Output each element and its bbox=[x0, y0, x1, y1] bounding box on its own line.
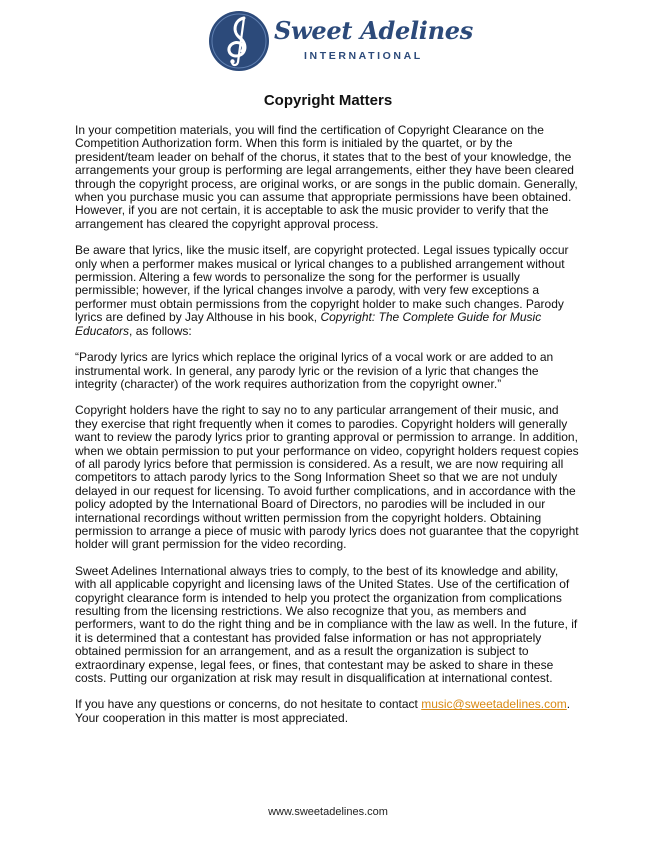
sweet-adelines-logo bbox=[208, 10, 473, 72]
page-title: Copyright Matters bbox=[263, 92, 393, 109]
paragraph-copyright-holders: Copyright holders have the right to say no to any particular arrangement of their music, and they exercise that right frequently when it comes to parodies. Copyright holders will generally want to review the parody lyrics prior to granting approval or permission to arrange. In addition, when we obtain permission to put your performance on video, copyright holders request copies of all parody lyrics before that permission is considered. As a result, we are now requiring all competitors to attach parody lyrics to the Song Information Sheet so that we are not unduly delayed in our request for licensing. To avoid further complications, and in accordance with the policy adopted by the International Board of Directors, no parodies will be included in our international recordings without written permission from the copyright holders. Obtaining permission to arrange a piece of music with parody lyrics does not guarantee that the copyright holder will grant permission for the video recording. bbox=[75, 403, 579, 552]
logo-name: Sweet Adelines bbox=[274, 16, 473, 45]
paragraph-contact bbox=[75, 698, 581, 725]
contact-text: If you have any questions or concerns, do not hesitate to contact bbox=[75, 697, 422, 712]
paragraph-lyrics-text: Be aware that lyrics, like the music itself, are copyright protected. Legal issues typically occur only when a performer makes musical or lyrical changes to a published arrangement without permission. Altering a few words to personalize the song for the performer is usually permissible; however, if the lyrical changes involve a parody, with very few exceptions a performer must obtain permissions from the copyright holder to make such changes. Parody lyrics are defined by Jay Althouse in his book, bbox=[75, 243, 569, 325]
footer-website: www.sweetadelines.com bbox=[268, 806, 388, 818]
contact-email-link[interactable]: music@sweetadelines.com bbox=[421, 697, 567, 712]
paragraph-lyrics-end: , as follows: bbox=[129, 323, 192, 338]
paragraph-competition-materials: In your competition materials, you will find the certification of Copyright Clearance on the Competition Authorization form. When this form is initialed by the quartet, or by the president/team leader on behalf of the chorus, it states that to the best of your knowledge, the arrangements your group is performing are legal arrangements, either they have been cleared through the copyright process, are original works, or are songs in the public domain. Generally, when you purchase music you can assume that appropriate permissions have been obtained. However, if you are not certain, it is acceptable to ask the music provider to verify that the arrangement has cleared the copyright approval process. bbox=[75, 123, 578, 231]
document-body bbox=[75, 124, 581, 738]
paragraph-lyrics-copyright bbox=[75, 244, 581, 338]
treble-clef-emblem-icon bbox=[208, 10, 270, 72]
paragraph-compliance: Sweet Adelines International always tries to comply, to the best of its knowledge and ability, with all applicable copyright and licensing laws of the United States. Use of the certification of copyright clearance form is intended to help you protect the organization from complications resulting from the licensing restrictions. We also recognize that you, as members and performers, want to do the right thing and be in compliance with the law as well. In the future, if it is determined that a contestant has provided false information or has not appropriately obtained permission for an arrangement, and as a result the organization is subject to extraordinary expense, legal fees, or fines, that contestant may be asked to share in these costs. Putting our organization at risk may result in disqualification at international contest. bbox=[75, 563, 578, 686]
book-title: Copyright: The Complete Guide for Music Educators bbox=[75, 310, 542, 338]
parody-definition-quote: “Parody lyrics are lyrics which replace the original lyrics of a vocal work or are added to an instrumental work. In general, any parody lyric or the revision of a lyric that changes the integrity (character) of the work requires authorization from the copyright owner.” bbox=[75, 350, 554, 391]
contact-closing: . Your cooperation in this matter is most appreciated. bbox=[75, 697, 571, 725]
logo-subtitle: INTERNATIONAL bbox=[304, 50, 423, 62]
